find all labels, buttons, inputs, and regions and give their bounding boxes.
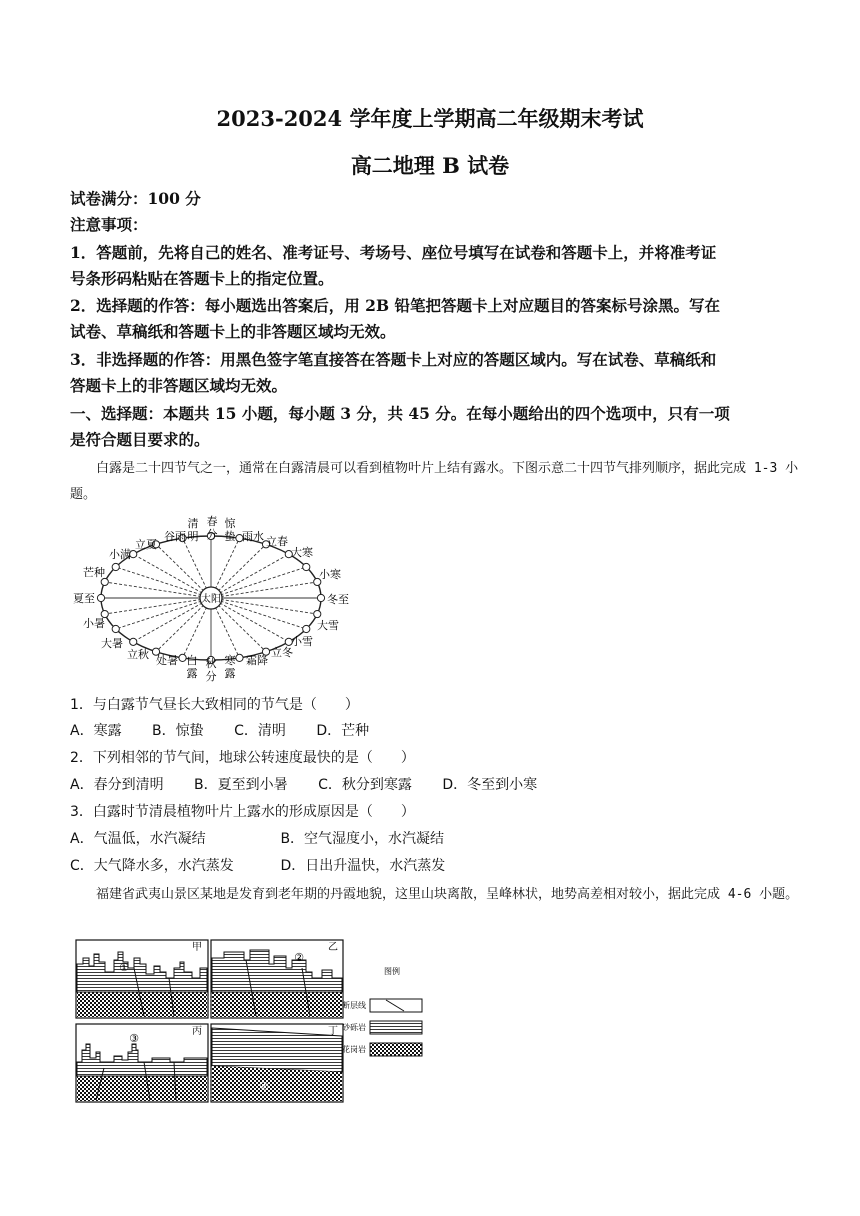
orbit-spoke — [211, 598, 289, 642]
term-dot — [97, 594, 104, 601]
term-shuangjiang: 霜降 — [246, 654, 268, 667]
term-dot — [130, 638, 137, 645]
term-dot — [112, 625, 119, 632]
term-dot — [303, 625, 310, 632]
q3-option-d[interactable]: D．日出升温快，水汽蒸发 — [280, 858, 446, 874]
legend — [342, 966, 422, 1056]
question-2-options — [70, 774, 563, 794]
term-dot — [314, 610, 321, 617]
question-1-stem: 1．与白露节气昼长大致相同的节气是（ ） — [70, 697, 359, 713]
orbit-spoke — [116, 567, 211, 598]
term-xiaoxue: 小雪 — [291, 635, 313, 648]
legend-granite-label: 花岗岩 — [342, 1045, 366, 1054]
term-qiufen-2: 分 — [205, 670, 217, 683]
section-1a: 一、选择题：本题共 15 小题，每小题 3 分，共 45 分。在每小题给出的四个选项中，只有一项 — [70, 404, 730, 423]
term-lixia: 立夏 — [135, 538, 157, 551]
sun-label: 太阳 — [201, 594, 221, 605]
question-3-options-cd — [70, 855, 445, 875]
section-1b: 是符合题目要求的。 — [70, 430, 210, 449]
legend-sandstone-swatch — [370, 1021, 422, 1034]
term-lichun: 立春 — [266, 535, 288, 548]
panel-ding — [211, 1024, 343, 1102]
panel-bing — [76, 1024, 208, 1102]
orbit-spoke — [105, 582, 211, 598]
question-1-options — [70, 720, 395, 740]
notice-3b: 答题卡上的非答题区域均无效。 — [70, 376, 288, 395]
passage2-intro: 福建省武夷山景区某地是发育到老年期的丹霞地貌，这里山块离散，呈峰林状，地势高差相对较小，据此完成 4-6 小题。 — [96, 887, 799, 902]
q3-option-a[interactable]: A．气温低，水汽凝结 — [70, 831, 206, 847]
orbit-spoke — [116, 598, 211, 629]
term-bailu-2: 露 — [186, 667, 198, 680]
q1-option-b[interactable]: B．惊蛰 — [152, 723, 204, 739]
orbit-spoke — [211, 598, 306, 629]
q1-option-c[interactable]: C．清明 — [234, 723, 286, 739]
mark-3: ③ — [129, 1032, 139, 1045]
exam-subtitle: 高二地理 B 试卷 — [350, 153, 510, 178]
question-2-stem: 2．下列相邻的节气间，地球公转速度最快的是（ ） — [70, 750, 415, 766]
notice-2a: 2．选择题的作答：每小题选出答案后，用 2B 铅笔把答题卡上对应题目的答案标号涂黑。写在 — [70, 296, 720, 315]
notice-1b: 号条形码粘贴在答题卡上的指定位置。 — [70, 269, 334, 288]
q2-option-a[interactable]: A．春分到清明 — [70, 777, 164, 793]
term-liqiu: 立秋 — [127, 648, 149, 661]
term-dongzhi: 冬至 — [327, 593, 349, 606]
q1-option-d[interactable]: D．芒种 — [316, 723, 370, 739]
term-mangzhong: 芒种 — [83, 566, 105, 579]
q2-option-b[interactable]: B．夏至到小暑 — [194, 777, 288, 793]
full-score: 试卷满分：100 分 — [70, 189, 201, 208]
exam-title: 2023-2024 学年度上学期高二年级期末考试 — [216, 106, 644, 131]
passage1-intro: 白露是二十四节气之一，通常在白露清晨可以看到植物叶片上结有露水。下图示意二十四节气排列顺序，据此完成 1-3 小题。 — [70, 461, 799, 502]
term-dashu: 大暑 — [101, 637, 123, 650]
q2-option-d[interactable]: D．冬至到小寒 — [442, 777, 538, 793]
notice-title: 注意事项： — [70, 215, 148, 234]
orbit-spoke — [211, 598, 317, 614]
term-dot — [101, 578, 108, 585]
legend-fault-label: 断层线 — [342, 1001, 366, 1010]
term-xiaoman: 小满 — [109, 548, 131, 561]
term-dahan: 大寒 — [291, 546, 313, 559]
term-guyu: 谷雨 — [164, 530, 186, 543]
notice-1a: 1．答题前，先将自己的姓名、准考证号、考场号、座位号填写在试卷和答题卡上，并将准考证 — [70, 243, 717, 262]
term-xiazhi: 夏至 — [73, 592, 95, 605]
panel-yi — [211, 940, 343, 1018]
orbit-spoke — [133, 598, 211, 642]
panel-yi-label: 乙 — [328, 942, 338, 953]
term-lidong: 立冬 — [271, 646, 293, 659]
term-jingzhe-1: 惊 — [224, 517, 236, 530]
term-dot — [112, 563, 119, 570]
term-xiaohan: 小寒 — [319, 568, 341, 581]
term-dot — [179, 654, 186, 661]
legend-sandstone-label: 砂砾岩 — [342, 1023, 366, 1032]
term-xiaoshu: 小暑 — [83, 617, 105, 630]
term-dot — [303, 563, 310, 570]
mark-4: ④ — [259, 1080, 269, 1093]
term-chushu: 处暑 — [156, 654, 178, 667]
term-hanlu-2: 露 — [224, 667, 236, 680]
legend-title: 图例 — [384, 967, 400, 976]
term-daxue: 大雪 — [317, 619, 339, 632]
orbit-spoke — [211, 554, 289, 598]
question-3-stem: 3．白露时节清晨植物叶片上露水的形成原因是（ ） — [70, 804, 415, 820]
q3-option-c[interactable]: C．大气降水多，水汽蒸发 — [70, 858, 234, 874]
term-qingming-2: 明 — [187, 530, 199, 543]
term-hanlu-1: 寒 — [224, 654, 236, 667]
orbit-spoke — [211, 567, 306, 598]
term-yushui: 雨水 — [242, 530, 264, 543]
mark-2: ② — [294, 951, 304, 964]
orbit-spoke — [211, 582, 317, 598]
question-3-options-ab — [70, 828, 444, 848]
term-jingzhe-2: 蛰 — [224, 530, 236, 543]
panel-ding-label: 丁 — [328, 1026, 338, 1037]
orbit-spoke — [105, 598, 211, 614]
term-dot — [317, 594, 324, 601]
q2-option-c[interactable]: C．秋分到寒露 — [318, 777, 412, 793]
q1-option-a[interactable]: A．寒露 — [70, 723, 122, 739]
term-qingming-1: 清 — [187, 517, 199, 530]
term-dot — [236, 654, 243, 661]
notice-3a: 3．非选择题的作答：用黑色签字笔直接答在答题卡上对应的答题区域内。写在试卷、草稿纸和 — [70, 350, 717, 369]
term-chunfen-1: 春 — [206, 515, 218, 528]
danxia-diagram — [74, 938, 430, 1104]
term-qiufen-1: 秋 — [205, 657, 217, 670]
panel-jia-label: 甲 — [192, 942, 202, 953]
panel-bing-label: 丙 — [192, 1026, 202, 1037]
mark-1: ① — [119, 961, 129, 974]
orbit-spoke — [133, 554, 211, 598]
term-chunfen-2: 分 — [206, 528, 218, 541]
solar-terms-diagram — [70, 512, 370, 688]
q3-option-b[interactable]: B．空气湿度小，水汽凝结 — [280, 831, 445, 847]
notice-2b: 试卷、草稿纸和答题卡上的非答题区域均无效。 — [70, 322, 396, 341]
legend-granite-swatch — [370, 1043, 422, 1056]
term-bailu-1: 白 — [186, 654, 198, 667]
panel-jia — [76, 940, 208, 1018]
